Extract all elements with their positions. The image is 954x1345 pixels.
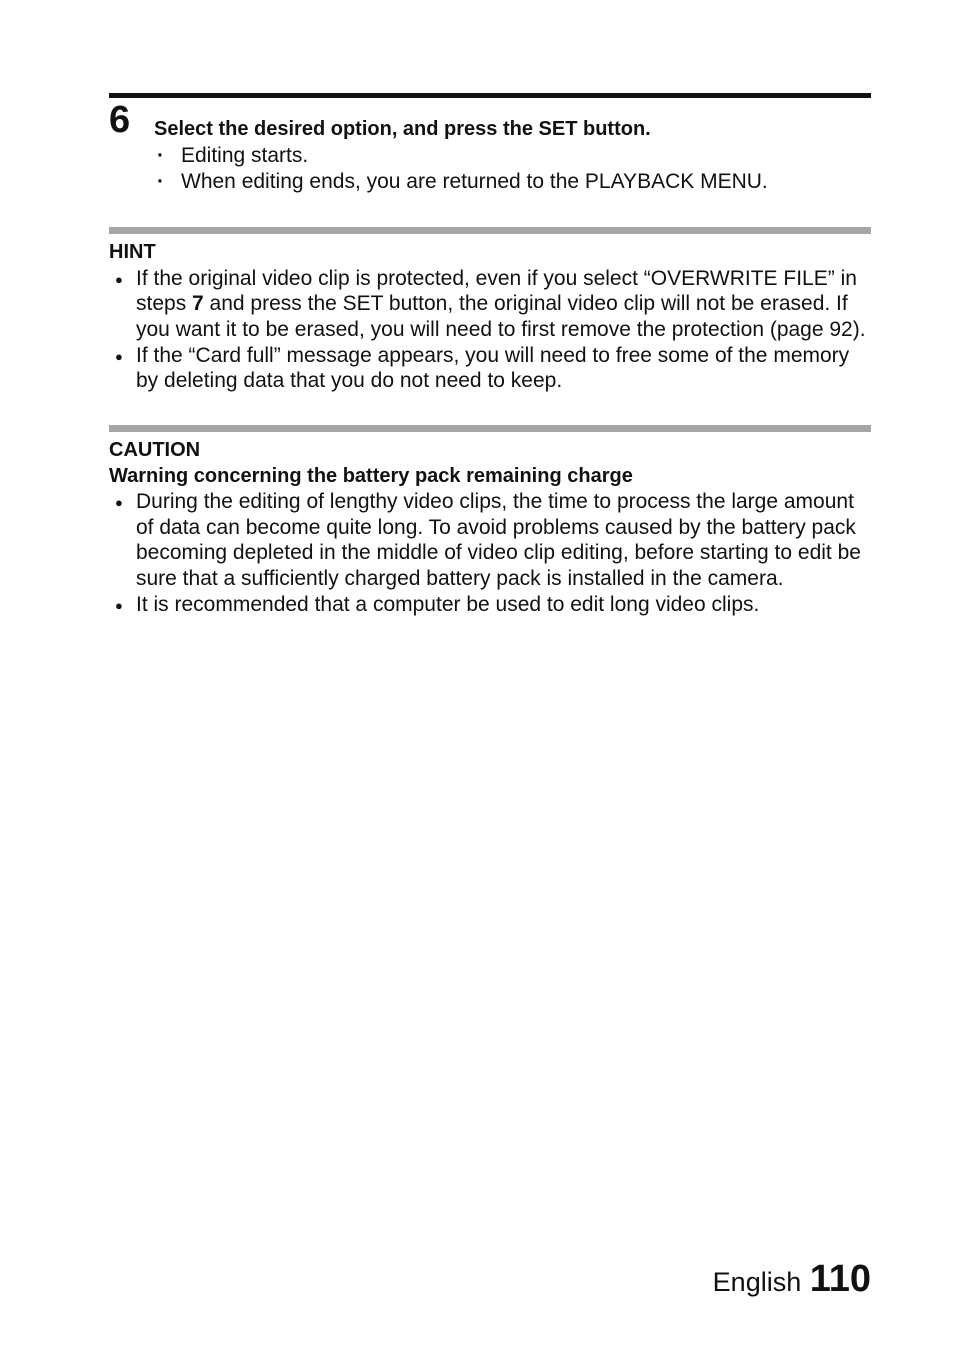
step-item: · Editing starts. [181, 143, 871, 169]
step-reference: 7 [192, 292, 204, 316]
step-item: · When editing ends, you are returned to the PLAYBACK MENU. [181, 169, 871, 195]
step-title: Select the desired option, and press the SET button. [154, 118, 651, 140]
hint-list [109, 266, 871, 395]
page-footer [713, 1258, 871, 1301]
hint-item [136, 266, 871, 343]
caution-heading: CAUTION [109, 439, 201, 462]
footer-language: English [712, 1267, 802, 1297]
hint-item: ● If the “Card full” message appears, you will need to free some of the memory by deleting data that you do not need to keep. [136, 343, 871, 394]
step-number: 6 [109, 99, 131, 141]
caution-list [109, 489, 871, 618]
page-number: 110 [809, 1258, 871, 1300]
hint-item-text: If the original video clip is protected, even if you select “OVERWRITE FILE” in steps [136, 266, 857, 316]
caution-item: ● It is recommended that a computer be used to edit long video clips. [136, 592, 871, 618]
step-list [109, 143, 871, 194]
caution-subheading: Warning concerning the battery pack remaining charge [109, 464, 633, 487]
step-section [109, 98, 871, 194]
caution-item: ● During the editing of lengthy video clips, the time to process the large amount of data can become quite long. To avoid problems caused by the battery pack becoming depleted in the middle of video clip editing, before starting to edit be sure that a sufficiently charged battery pack is installed in the camera. [136, 489, 871, 592]
page-content [109, 93, 871, 618]
caution-section [109, 438, 871, 618]
hint-heading: HINT [109, 241, 156, 263]
hint-rule [109, 227, 871, 234]
hint-item-text: and press the SET button, the original video clip will not be erased. If you want it to be erased, you will need to first remove the protection (page 92). [136, 292, 866, 341]
caution-rule [109, 425, 871, 432]
hint-section [109, 240, 871, 394]
